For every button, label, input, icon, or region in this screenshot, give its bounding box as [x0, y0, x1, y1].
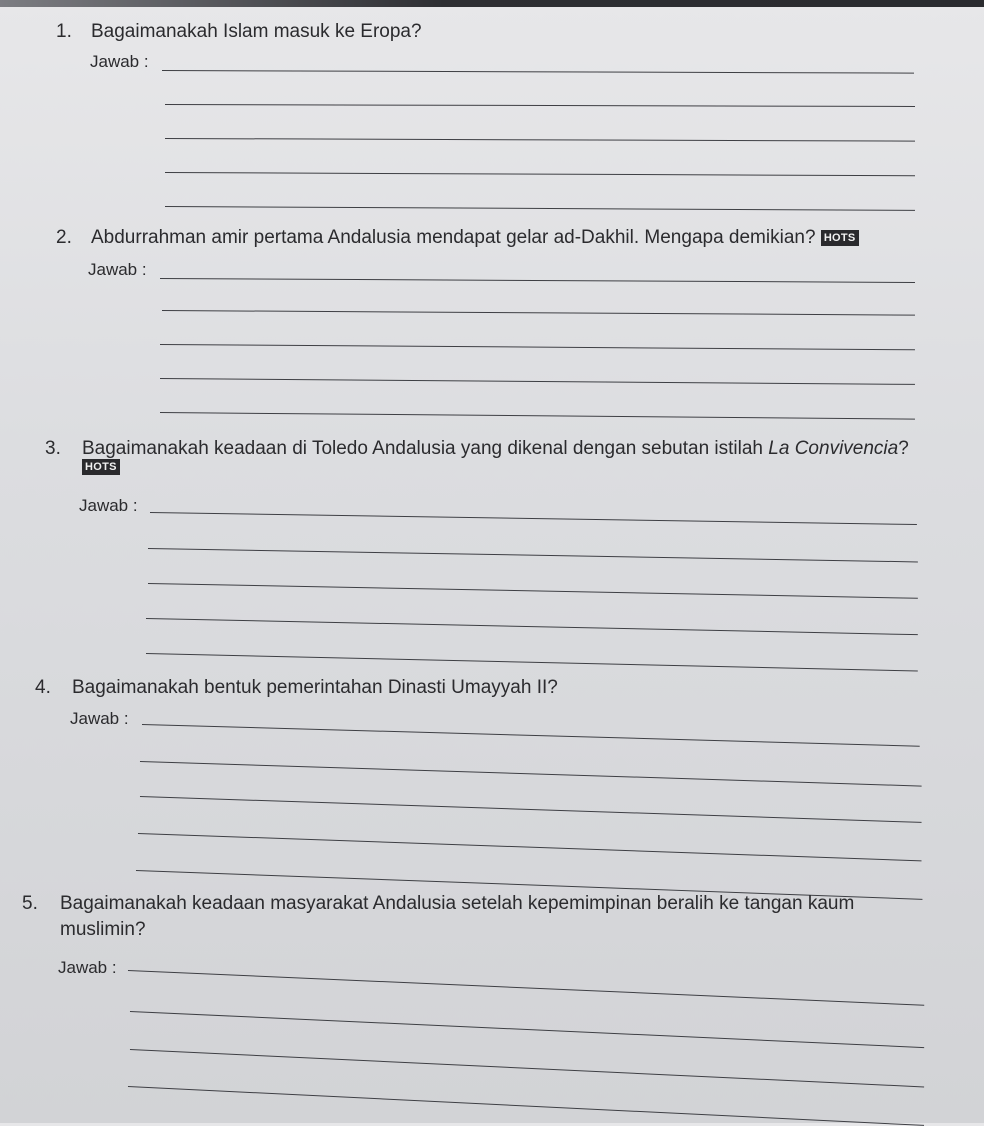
italic-term: La Convivencia: [768, 438, 899, 459]
answer-line[interactable]: [160, 378, 915, 385]
answer-line[interactable]: [128, 1086, 924, 1126]
answer-label: Jawab :: [58, 958, 117, 977]
answer-label: Jawab :: [90, 52, 149, 71]
answer-line[interactable]: [165, 104, 915, 107]
answer-line[interactable]: [165, 138, 915, 142]
answer-line[interactable]: [148, 548, 918, 562]
hots-badge: HOTS: [821, 230, 859, 246]
answer-line[interactable]: [128, 970, 924, 1006]
hots-badge: HOTS: [82, 459, 120, 475]
question-3: [45, 437, 909, 460]
question-number: 5.: [22, 893, 38, 914]
answer-label: Jawab :: [88, 260, 147, 279]
answer-line[interactable]: [150, 512, 917, 525]
question-1: [56, 20, 422, 43]
question-text: Abdurrahman amir pertama Andalusia mendapat gelar ad-Dakhil. Mengapa demikian?: [91, 227, 816, 248]
question-4: [35, 676, 558, 699]
question-number: 3.: [45, 438, 61, 459]
answer-line[interactable]: [138, 833, 922, 861]
question-text: Bagaimanakah keadaan masyarakat Andalusia setelah kepemimpinan beralih ke tangan kaum: [60, 893, 855, 914]
question-text: Bagaimanakah keadaan di Toledo Andalusia yang dikenal dengan sebutan istilah: [82, 438, 764, 459]
answer-line[interactable]: [162, 310, 915, 316]
answer-line[interactable]: [140, 796, 922, 823]
question-5: [22, 892, 934, 915]
answer-line[interactable]: [146, 618, 918, 635]
question-number: 4.: [35, 677, 51, 698]
answer-line[interactable]: [140, 761, 922, 787]
question-text: Bagaimanakah Islam masuk ke Eropa?: [91, 21, 422, 42]
answer-line[interactable]: [160, 278, 915, 283]
question-number: 2.: [56, 227, 72, 248]
answer-line[interactable]: [130, 1011, 924, 1048]
answer-line[interactable]: [160, 344, 915, 350]
answer-line[interactable]: [146, 653, 918, 672]
answer-line[interactable]: [162, 70, 914, 74]
answer-line[interactable]: [148, 583, 918, 599]
answer-line[interactable]: [165, 206, 915, 211]
answer-line[interactable]: [160, 412, 915, 420]
question-number: 1.: [56, 21, 72, 42]
answer-line[interactable]: [165, 172, 915, 176]
question-text: Bagaimanakah bentuk pemerintahan Dinasti Umayyah II?: [72, 677, 558, 698]
answer-line[interactable]: [142, 724, 920, 747]
answer-label: Jawab :: [70, 709, 129, 728]
question-2: [56, 226, 859, 249]
question-5-continued: muslimin?: [60, 919, 146, 940]
answer-label: Jawab :: [79, 496, 138, 515]
question-text-end: ?: [898, 438, 909, 459]
answer-line[interactable]: [130, 1049, 924, 1087]
